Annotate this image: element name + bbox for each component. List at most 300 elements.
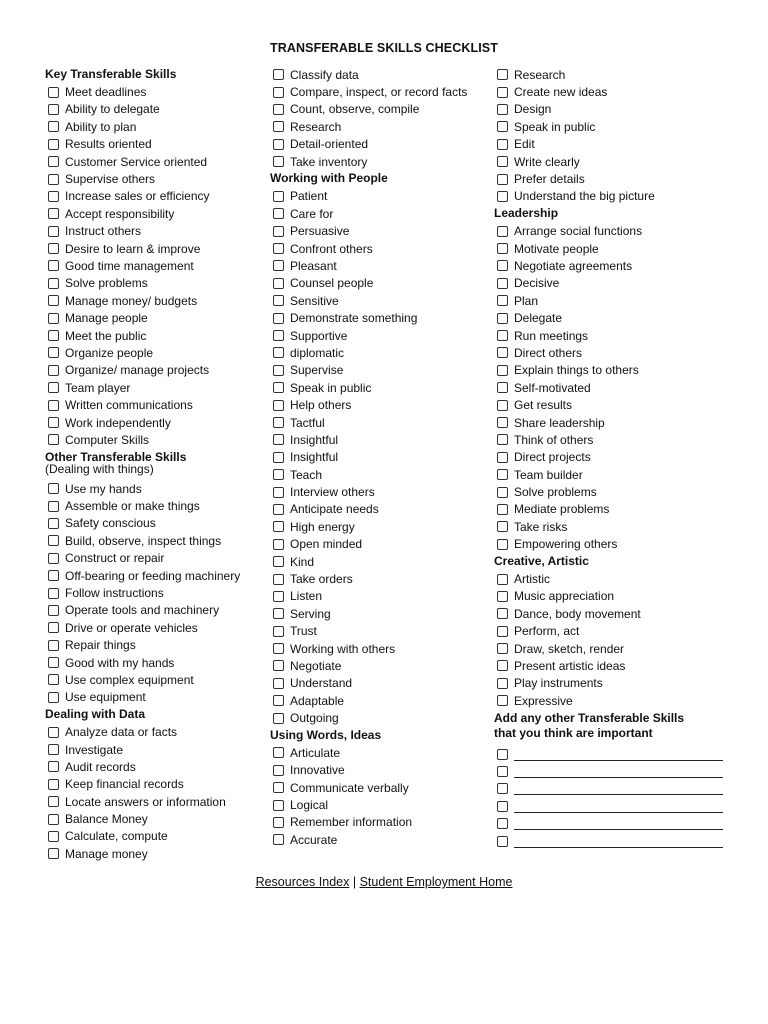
checklist-item[interactable] [45,344,267,361]
checkbox[interactable] [273,121,284,132]
checkbox[interactable] [48,692,59,703]
checkbox[interactable] [273,87,284,98]
checkbox[interactable] [497,643,508,654]
checkbox[interactable] [273,800,284,811]
checkbox[interactable] [497,836,508,847]
checklist-item[interactable] [45,240,267,257]
checklist-item[interactable] [494,414,734,431]
checkbox[interactable] [48,243,59,254]
checklist-item-label: Take orders [290,572,353,587]
checklist-item[interactable] [270,396,492,413]
checkbox[interactable] [273,208,284,219]
checklist-item-label: Present artistic ideas [514,658,626,673]
checklist-item[interactable] [270,101,492,118]
checklist-item[interactable] [45,567,267,584]
checkbox[interactable] [273,139,284,150]
checklist-item[interactable] [45,223,267,240]
checkbox[interactable] [48,744,59,755]
checklist-item[interactable] [494,692,734,709]
checklist-item[interactable] [270,588,492,605]
checkbox[interactable] [48,761,59,772]
checkbox[interactable] [273,382,284,393]
checkbox[interactable] [497,156,508,167]
checkbox[interactable] [48,796,59,807]
checkbox[interactable] [48,434,59,445]
checkbox[interactable] [48,139,59,150]
checkbox[interactable] [48,535,59,546]
checklist-item-label: Solve problems [514,485,597,500]
words-skills-list-cont [494,66,734,205]
checkbox[interactable] [273,243,284,254]
checklist-item[interactable] [270,692,492,709]
checklist-item[interactable] [494,605,734,622]
checklist-item[interactable] [45,379,267,396]
checklist-item[interactable] [494,431,734,448]
checklist-item-label: Results oriented [65,137,152,152]
checklist-item[interactable] [45,101,267,118]
checklist-item[interactable] [45,758,267,775]
checkbox[interactable] [273,313,284,324]
checkbox[interactable] [497,801,508,812]
checklist-item[interactable] [45,431,267,448]
checklist-item[interactable] [494,588,734,605]
checklist-item[interactable] [45,550,267,567]
checkbox[interactable] [273,747,284,758]
checklist-item[interactable] [494,379,734,396]
checkbox[interactable] [48,727,59,738]
checkbox[interactable] [48,831,59,842]
checklist-item[interactable] [494,101,734,118]
checkbox[interactable] [497,295,508,306]
checkbox[interactable] [48,483,59,494]
checklist-item[interactable] [270,240,492,257]
checklist-item[interactable] [494,570,734,587]
checkbox[interactable] [497,347,508,358]
checkbox[interactable] [273,469,284,480]
checkbox[interactable] [48,400,59,411]
checklist-item[interactable] [270,744,492,761]
checkbox[interactable] [497,365,508,376]
checklist-item-label: Instruct others [65,224,142,239]
checkbox[interactable] [273,365,284,376]
checklist-item[interactable] [494,257,734,274]
checklist-item[interactable] [494,536,734,553]
checkbox[interactable] [497,487,508,498]
checkbox[interactable] [48,570,59,581]
checkbox[interactable] [48,674,59,685]
checklist-item[interactable] [45,584,267,601]
checkbox[interactable] [273,226,284,237]
checkbox[interactable] [273,504,284,515]
checklist-item[interactable] [45,637,267,654]
checkbox[interactable] [273,487,284,498]
creative-skills-list [494,570,734,709]
checklist-item[interactable] [494,309,734,326]
blank-write-in-line[interactable] [514,802,723,813]
checklist-item[interactable] [494,292,734,309]
checkbox[interactable] [497,660,508,671]
checkbox[interactable] [497,174,508,185]
checklist-item[interactable] [45,327,267,344]
checklist-item-label: Plan [514,293,539,308]
checklist-item[interactable] [494,362,734,379]
checkbox[interactable] [273,539,284,550]
checklist-item-label: Locate answers or information [65,794,226,809]
checkbox[interactable] [48,191,59,202]
checkbox[interactable] [48,295,59,306]
checkbox[interactable] [273,104,284,115]
checkbox[interactable] [273,191,284,202]
checklist-item[interactable] [270,83,492,100]
checklist-item[interactable] [270,623,492,640]
checkbox[interactable] [48,848,59,859]
checklist-item[interactable] [494,66,734,83]
checkbox[interactable] [48,553,59,564]
checklist-item[interactable] [45,362,267,379]
checklist-item[interactable] [45,497,267,514]
checklist-item[interactable] [494,501,734,518]
checkbox[interactable] [273,782,284,793]
checkbox[interactable] [273,400,284,411]
checklist-item-label: Use my hands [65,481,142,496]
checkbox[interactable] [48,278,59,289]
checkbox[interactable] [48,588,59,599]
checklist-item[interactable] [270,483,492,500]
checkbox[interactable] [48,347,59,358]
checklist-item[interactable] [45,654,267,671]
checklist-item[interactable] [270,431,492,448]
blank-write-in-line[interactable] [514,750,723,761]
checklist-item-label: Open minded [290,537,363,552]
checkbox[interactable] [497,87,508,98]
checkbox[interactable] [48,622,59,633]
checklist-item[interactable] [45,776,267,793]
checklist-item[interactable] [270,640,492,657]
checkbox[interactable] [273,556,284,567]
checkbox[interactable] [273,347,284,358]
checklist-item[interactable] [494,188,734,205]
checklist-item[interactable] [494,675,734,692]
checklist-item[interactable] [45,83,267,100]
checkbox[interactable] [48,121,59,132]
checklist-item[interactable] [270,153,492,170]
checkbox[interactable] [273,834,284,845]
other-skills-subheading: (Dealing with things) [45,461,154,476]
checklist-item-label: Supervise [290,363,344,378]
blank-write-in-line[interactable] [514,837,723,848]
checklist-item-label: Insightful [290,450,339,465]
checklist-item[interactable] [494,657,734,674]
checkbox[interactable] [497,608,508,619]
checkbox[interactable] [48,313,59,324]
checklist-item[interactable] [45,810,267,827]
checklist-item-label: Delegate [514,311,563,326]
blank-skill-entry[interactable] [494,763,734,780]
checklist-item[interactable] [45,257,267,274]
checkbox[interactable] [48,605,59,616]
checkbox[interactable] [273,591,284,602]
checklist-item[interactable] [494,344,734,361]
blank-skill-entry[interactable] [494,780,734,797]
checklist-item[interactable] [494,640,734,657]
checkbox[interactable] [48,501,59,512]
resources-index-link[interactable]: Resources Index [255,875,350,889]
checklist-item[interactable] [270,449,492,466]
checkbox[interactable] [48,640,59,651]
checklist-item[interactable] [270,779,492,796]
checklist-item[interactable] [270,188,492,205]
checkbox[interactable] [273,608,284,619]
checklist-item[interactable] [270,796,492,813]
checklist-item[interactable] [45,532,267,549]
checklist-item-label: Edit [514,137,535,152]
checkbox[interactable] [48,174,59,185]
checklist-item-label: Create new ideas [514,85,608,100]
checkbox[interactable] [273,695,284,706]
checkbox[interactable] [273,278,284,289]
checklist-item-label: Understand [290,676,353,691]
people-skills-heading: Working with People [270,171,388,186]
checklist-item-label: Help others [290,398,352,413]
checklist-item-label: Compare, inspect, or record facts [290,85,468,100]
checklist-item[interactable] [270,762,492,779]
checkbox[interactable] [48,226,59,237]
checkbox[interactable] [48,208,59,219]
checklist-item[interactable] [45,619,267,636]
checklist-item-label: Arrange social functions [514,224,643,239]
checklist-item-label: Demonstrate something [290,311,418,326]
checkbox[interactable] [273,156,284,167]
checklist-item[interactable] [494,623,734,640]
checkbox[interactable] [497,226,508,237]
checklist-item[interactable] [494,327,734,344]
checklist-item[interactable] [45,723,267,740]
checkbox[interactable] [48,330,59,341]
checkbox[interactable] [497,504,508,515]
checkbox[interactable] [273,817,284,828]
checkbox[interactable] [497,69,508,80]
checkbox[interactable] [273,643,284,654]
checkbox[interactable] [497,382,508,393]
checklist-item[interactable] [45,480,267,497]
checkbox[interactable] [273,521,284,532]
checklist-item-label: Explain things to others [514,363,639,378]
checkbox[interactable] [497,626,508,637]
checkbox[interactable] [48,87,59,98]
checklist-item[interactable] [270,518,492,535]
checkbox[interactable] [497,591,508,602]
checklist-item[interactable] [45,671,267,688]
checkbox[interactable] [48,365,59,376]
checklist-item[interactable] [45,292,267,309]
checklist-item[interactable] [270,466,492,483]
checklist-item[interactable] [45,153,267,170]
blank-write-in-line[interactable] [514,784,723,795]
checklist-item[interactable] [270,327,492,344]
checkbox[interactable] [497,104,508,115]
checkbox[interactable] [497,678,508,689]
checkbox[interactable] [497,452,508,463]
checklist-item[interactable] [45,309,267,326]
checkbox[interactable] [497,434,508,445]
checklist-item[interactable] [494,275,734,292]
checkbox[interactable] [273,434,284,445]
checkbox[interactable] [273,330,284,341]
checkbox[interactable] [273,574,284,585]
checkbox[interactable] [497,278,508,289]
student-employment-home-link[interactable]: Student Employment Home [359,875,513,889]
checklist-item[interactable] [270,675,492,692]
checklist-item[interactable] [270,205,492,222]
checklist-item[interactable] [270,309,492,326]
checklist-item[interactable] [494,223,734,240]
key-skills-list [45,83,267,448]
checklist-item-label: Assemble or make things [65,499,200,514]
checklist-item[interactable] [270,536,492,553]
add-skills-heading-2: that you think are important [494,726,653,741]
checklist-item[interactable] [45,396,267,413]
checklist-item[interactable] [494,136,734,153]
checkbox[interactable] [48,814,59,825]
checkbox[interactable] [497,469,508,480]
checkbox[interactable] [273,260,284,271]
checkbox[interactable] [497,574,508,585]
checkbox[interactable] [273,765,284,776]
checkbox[interactable] [48,382,59,393]
checklist-item[interactable] [270,292,492,309]
checklist-item[interactable] [45,414,267,431]
checkbox[interactable] [497,521,508,532]
blank-skill-entry[interactable] [494,745,734,762]
checklist-item-label: Organize people [65,345,154,360]
checklist-item[interactable] [270,570,492,587]
checkbox[interactable] [497,400,508,411]
checklist-item[interactable] [270,66,492,83]
checklist-item[interactable] [45,188,267,205]
checkbox[interactable] [273,626,284,637]
checklist-item[interactable] [270,257,492,274]
checklist-item-label: High energy [290,519,355,534]
checkbox[interactable] [48,518,59,529]
checkbox[interactable] [273,295,284,306]
checklist-item[interactable] [494,483,734,500]
checklist-item[interactable] [45,602,267,619]
checklist-item-label: Empowering others [514,537,618,552]
checklist-item[interactable] [270,379,492,396]
checklist-item[interactable] [45,515,267,532]
checklist-item[interactable] [494,396,734,413]
checklist-item[interactable] [270,118,492,135]
checklist-item[interactable] [494,83,734,100]
checklist-item[interactable] [45,741,267,758]
checkbox[interactable] [48,779,59,790]
checkbox[interactable] [497,330,508,341]
checklist-item-label: Innovative [290,763,345,778]
checklist-item-label: Articulate [290,745,341,760]
checklist-item[interactable] [45,793,267,810]
checkbox[interactable] [497,313,508,324]
checkbox[interactable] [497,191,508,202]
leadership-heading: Leadership [494,206,559,221]
checklist-item[interactable] [494,466,734,483]
checkbox[interactable] [497,695,508,706]
checklist-item[interactable] [270,501,492,518]
checklist-item-label: Count, observe, compile [290,102,420,117]
checkbox[interactable] [497,417,508,428]
checkbox[interactable] [273,452,284,463]
checklist-item[interactable] [270,136,492,153]
checklist-item-label: Persuasive [290,224,350,239]
checklist-item-label: Get results [514,398,573,413]
blank-skill-entry[interactable] [494,798,734,815]
checklist-item[interactable] [270,814,492,831]
blank-write-in-line[interactable] [514,819,723,830]
checklist-item-label: Supportive [290,328,348,343]
checkbox[interactable] [273,713,284,724]
checklist-item[interactable] [494,518,734,535]
checkbox[interactable] [48,417,59,428]
checkbox[interactable] [497,243,508,254]
checklist-item[interactable] [270,275,492,292]
creative-heading: Creative, Artistic [494,553,589,568]
leadership-skills-list [494,223,734,553]
checkbox[interactable] [497,139,508,150]
checklist-item[interactable] [45,828,267,845]
checklist-item[interactable] [270,605,492,622]
checklist-item[interactable] [494,153,734,170]
checklist-item[interactable] [494,240,734,257]
checkbox[interactable] [497,749,508,760]
checkbox[interactable] [48,657,59,668]
checkbox[interactable] [497,766,508,777]
checklist-item[interactable] [270,553,492,570]
checkbox[interactable] [497,260,508,271]
checkbox[interactable] [497,121,508,132]
blank-skill-entry[interactable] [494,815,734,832]
checklist-item[interactable] [494,118,734,135]
checklist-item[interactable] [45,136,267,153]
checkbox[interactable] [48,104,59,115]
checkbox[interactable] [48,156,59,167]
checklist-item-label: Accurate [290,832,338,847]
checklist-item[interactable] [494,170,734,187]
checklist-item[interactable] [45,689,267,706]
checklist-item[interactable] [270,657,492,674]
checkbox[interactable] [48,260,59,271]
checkbox[interactable] [273,417,284,428]
checkbox[interactable] [497,539,508,550]
checklist-item[interactable] [45,275,267,292]
checkbox[interactable] [273,660,284,671]
checklist-item[interactable] [270,709,492,726]
checklist-item[interactable] [45,170,267,187]
checklist-item[interactable] [270,362,492,379]
checkbox[interactable] [497,818,508,829]
blank-skill-entry[interactable] [494,832,734,849]
checklist-item[interactable] [270,344,492,361]
blank-write-in-line[interactable] [514,767,723,778]
checklist-item[interactable] [45,118,267,135]
checkbox[interactable] [273,69,284,80]
checkbox[interactable] [273,678,284,689]
checklist-item[interactable] [494,449,734,466]
checklist-item[interactable] [45,845,267,862]
checklist-item[interactable] [270,223,492,240]
checklist-item[interactable] [45,205,267,222]
checklist-item[interactable] [270,831,492,848]
checklist-item[interactable] [270,414,492,431]
checkbox[interactable] [497,783,508,794]
